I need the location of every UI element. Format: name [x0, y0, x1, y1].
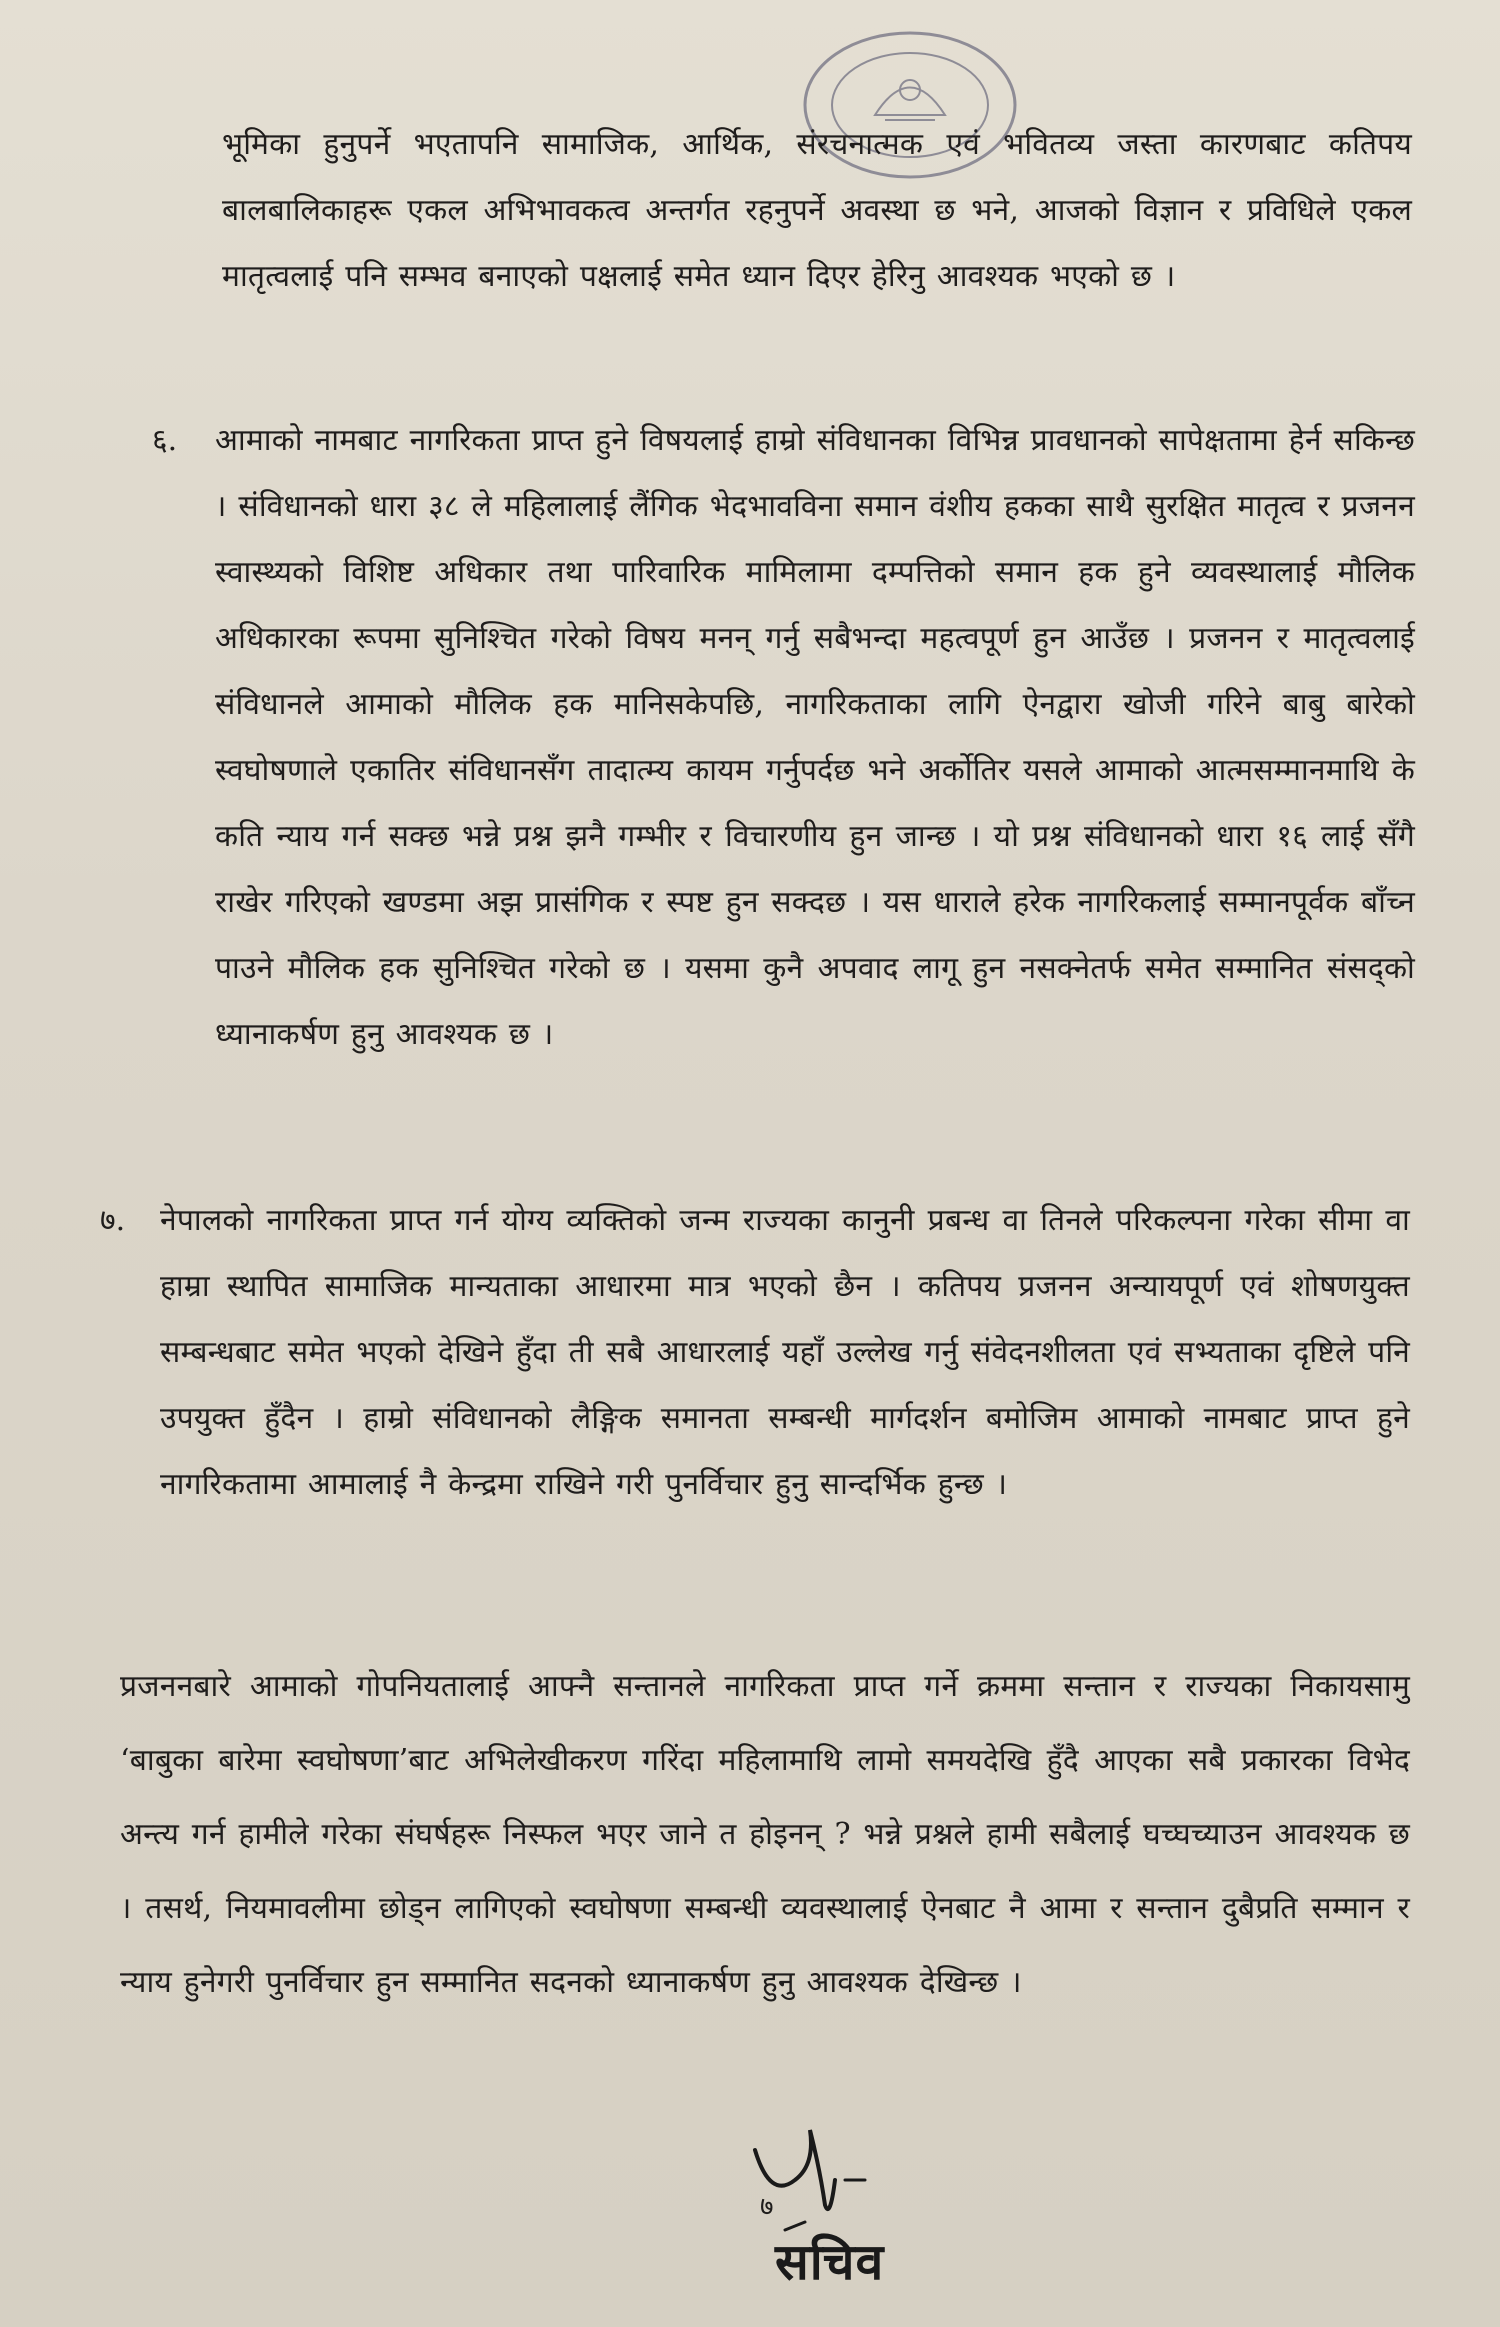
- secretary-stamp-label: सचिव: [775, 2232, 885, 2291]
- item-number-6: ६.: [152, 423, 178, 458]
- item-7-paragraph: नेपालको नागरिकता प्राप्त गर्न योग्य व्यक्तिको जन्म राज्यका कानुनी प्रबन्ध वा तिनले परिकल्पना गरेका सीमा वा हाम्रा स्थापित सामाजिक मान्यताका आधारमा मात्र भएको छैन । कतिपय प्रजनन अन्यायपूर्ण एवं शोषणयुक्त सम्बन्धबाट समेत भएको देखिने हुँदा ती सबै आधारलाई यहाँ उल्लेख गर्नु संवेदनशीलता एवं सभ्यताका दृष्टिले पनि उपयुक्त हुँदैन । हाम्रो संविधानको लैङ्गिक समानता सम्बन्धी मार्गदर्शन बमोजिम आमाको नामबाट प्राप्त हुने नागरिकतामा आमालाई नै केन्द्रमा राखिने गरी पुनर्विचार हुनु सान्दर्भिक हुन्छ ।: [160, 1203, 1410, 1502]
- closing-paragraph: प्रजननबारे आमाको गोपनियतालाई आफ्नै सन्तानले नागरिकता प्राप्त गर्ने क्रममा सन्तान र राज्यका निकायसामु ‘बाबुका बारेमा स्वघोषणा’बाट अभिलेखीकरण गरिंदा महिलामाथि लामो समयदेखि हुँदै आएका सबै प्रकारका विभेद अन्त्य गर्न हामीले गरेका संघर्षहरू निस्फल भएर जाने त होइनन् ? भन्ने प्रश्नले हामी सबैलाई घच्घच्याउन आवश्यक छ । तसर्थ, नियमावलीमा छोड्न लागिएको स्वघोषणा सम्बन्धी व्यवस्थालाई ऐनबाट नै आमा र सन्तान दुबैप्रति सम्मान र न्याय हुनेगरी पुनर्विचार हुन सम्मानित सदनको ध्यानाकर्षण हुनु आवश्यक देखिन्छ ।: [120, 1669, 1410, 2000]
- handwritten-signature-icon: [725, 2110, 905, 2240]
- page-number: ७: [760, 2192, 774, 2222]
- item-number-7: ७.: [100, 1203, 126, 1238]
- intro-paragraph: भूमिका हुनुपर्ने भएतापनि सामाजिक, आर्थिक, संरचनात्मक एवं भवितव्य जस्ता कारणबाट कतिपय बालबालिकाहरू एकल अभिभावकत्व अन्तर्गत रहनुपर्ने अवस्था छ भने, आजको विज्ञान र प्रविधिले एकल मातृत्वलाई पनि सम्भव बनाएको पक्षलाई समेत ध्यान दिएर हेरिनु आवश्यक भएको छ ।: [222, 127, 1412, 294]
- item-6-paragraph: आमाको नामबाट नागरिकता प्राप्त हुने विषयलाई हाम्रो संविधानका विभिन्न प्रावधानको सापेक्षतामा हेर्न सकिन्छ । संविधानको धारा ३८ ले महिलालाई लैंगिक भेदभावविना समान वंशीय हकका साथै सुरक्षित मातृत्व र प्रजनन स्वास्थ्यको विशिष्ट अधिकार तथा पारिवारिक मामिलामा दम्पत्तिको समान हक हुने व्यवस्थालाई मौलिक अधिकारका रूपमा सुनिश्चित गरेको विषय मनन् गर्नु सबैभन्दा महत्वपूर्ण हुन आउँछ । प्रजनन र मातृत्वलाई संविधानले आमाको मौलिक हक मानिसकेपछि, नागरिकताका लागि ऐनद्वारा खोजी गरिने बाबु बारेको स्वघोषणाले एकातिर संविधानसँग तादात्म्य कायम गर्नुपर्दछ भने अर्कोतिर यसले आमाको आत्मसम्मानमाथि के कति न्याय गर्न सक्छ भन्ने प्रश्न झनै गम्भीर र विचारणीय हुन जान्छ । यो प्रश्न संविधानको धारा १६ लाई सँगै राखेर गरिएको खण्डमा अझ प्रासंगिक र स्पष्ट हुन सक्दछ । यस धाराले हरेक नागरिकलाई सम्मानपूर्वक बाँच्न पाउने मौलिक हक सुनिश्चित गरेको छ । यसमा कुनै अपवाद लागू हुन नसक्नेतर्फ समेत सम्मानित संसद्को ध्यानाकर्षण हुनु आवश्यक छ ।: [215, 423, 1415, 1052]
